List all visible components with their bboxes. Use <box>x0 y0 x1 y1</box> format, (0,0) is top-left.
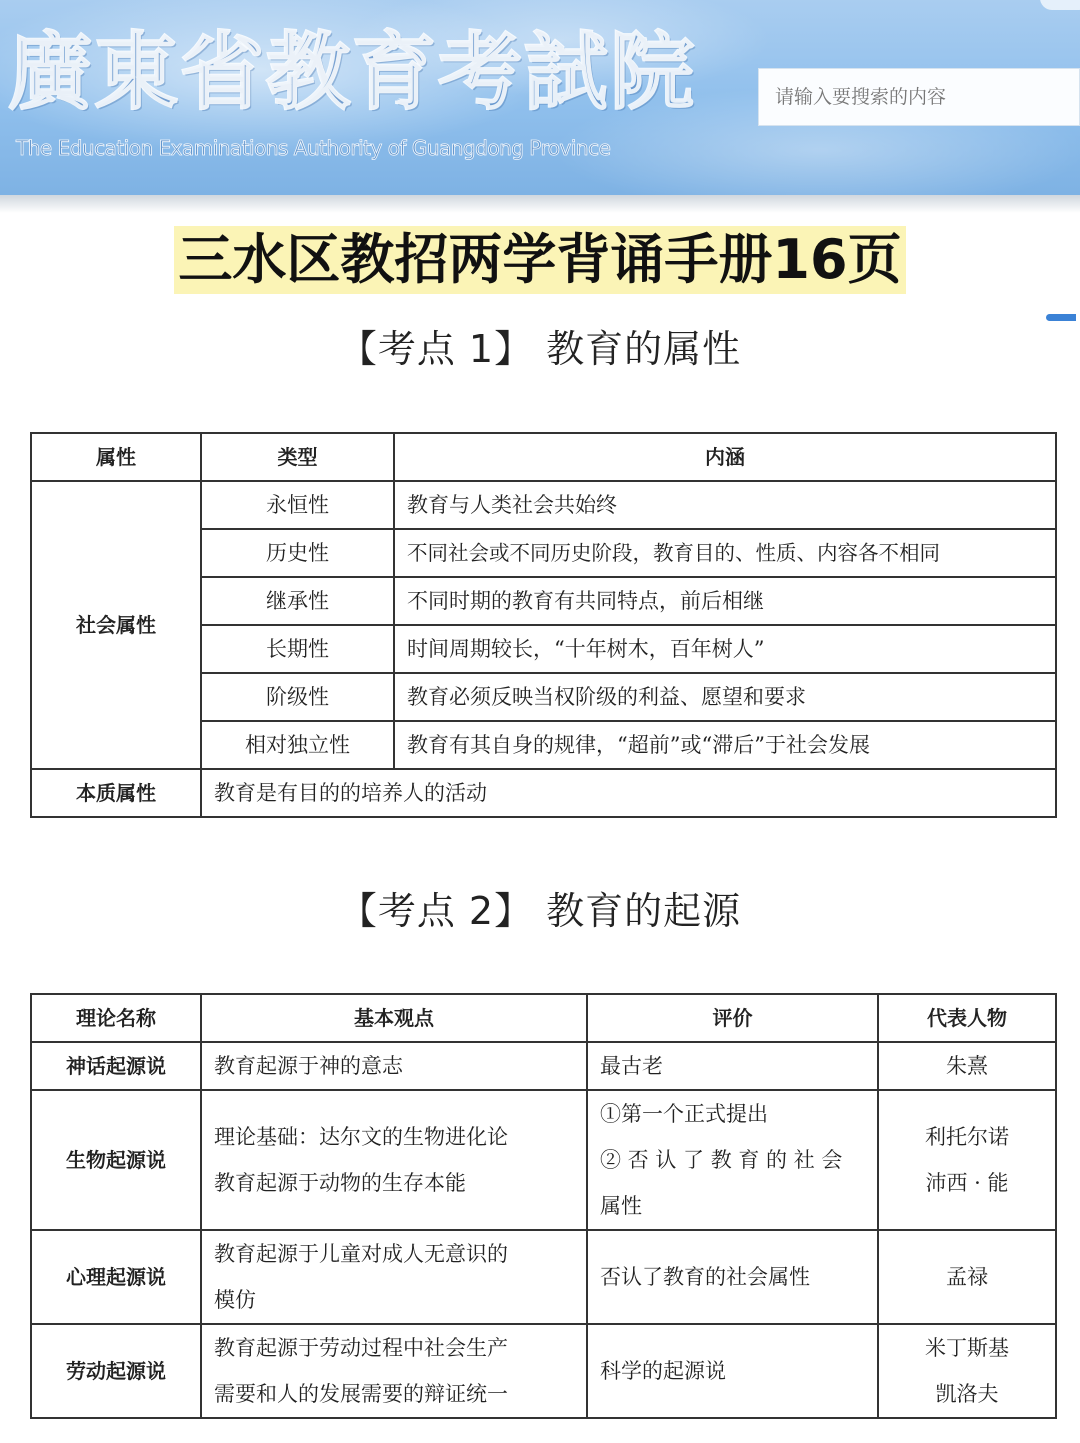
group-label-essential: 本质属性 <box>31 769 201 817</box>
content-cell: 不同时期的教育有共同特点，前后相继 <box>394 577 1056 625</box>
view-line: 教育起源于儿童对成人无意识的 <box>214 1242 508 1266</box>
site-logo-english: The Education Examinations Authority of Guangdong Province <box>16 136 611 160</box>
search-input[interactable] <box>773 85 1067 109</box>
column-header: 内涵 <box>394 433 1056 481</box>
column-header: 类型 <box>201 433 394 481</box>
banner-shine <box>1040 0 1080 10</box>
people-cell <box>878 1090 1056 1230</box>
eval-cell: 科学的起源说 <box>587 1324 878 1418</box>
theory-name: 心理起源说 <box>31 1230 201 1324</box>
content-cell: 教育有其自身的规律，“超前”或“滞后”于社会发展 <box>394 721 1056 769</box>
table-row <box>31 769 1056 817</box>
eval-line: ② 否 认 了 教 育 的 社 会 <box>600 1148 843 1172</box>
document-title: 三水区教招两学背诵手册16页 <box>174 226 905 294</box>
type-cell: 永恒性 <box>201 481 394 529</box>
view-line: 教育起源于劳动过程中社会生产 <box>214 1336 508 1360</box>
section2-heading: 【考点 2】 教育的起源 <box>338 889 742 933</box>
column-header: 属性 <box>31 433 201 481</box>
content-cell: 教育必须反映当权阶级的利益、愿望和要求 <box>394 673 1056 721</box>
eval-line: ①第一个正式提出 <box>600 1102 768 1126</box>
table-row <box>31 1042 1056 1090</box>
table-row <box>31 1230 1056 1324</box>
content-cell: 教育是有目的的培养人的活动 <box>201 769 1056 817</box>
type-cell: 长期性 <box>201 625 394 673</box>
view-line: 模仿 <box>214 1288 256 1312</box>
people-line: 凯洛夫 <box>935 1382 999 1406</box>
type-cell: 继承性 <box>201 577 394 625</box>
title-wrap <box>0 226 1080 294</box>
column-header: 基本观点 <box>201 994 587 1042</box>
view-line: 需要和人的发展需要的辩证统一 <box>214 1382 508 1406</box>
search-box[interactable] <box>758 68 1080 126</box>
section1-heading: 【考点 1】 教育的属性 <box>338 327 742 371</box>
type-cell: 阶级性 <box>201 673 394 721</box>
group-label-social: 社会属性 <box>31 481 201 769</box>
people-line: 沛西 · 能 <box>925 1171 1009 1195</box>
table-header-row <box>31 994 1056 1042</box>
people-cell: 孟禄 <box>878 1230 1056 1324</box>
view-line: 理论基础：达尔文的生物进化论 <box>214 1125 508 1149</box>
type-cell: 历史性 <box>201 529 394 577</box>
view-cell <box>201 1090 587 1230</box>
header-banner <box>0 0 1080 195</box>
theory-name: 生物起源说 <box>31 1090 201 1230</box>
view-cell: 教育起源于神的意志 <box>201 1042 587 1090</box>
column-header: 评价 <box>587 994 878 1042</box>
people-line: 米丁斯基 <box>925 1336 1009 1360</box>
banner-shadow <box>0 195 1080 213</box>
people-cell: 朱熹 <box>878 1042 1056 1090</box>
column-header: 理论名称 <box>31 994 201 1042</box>
type-cell: 相对独立性 <box>201 721 394 769</box>
eval-cell: 否认了教育的社会属性 <box>587 1230 878 1324</box>
table-row <box>31 1324 1056 1418</box>
people-cell <box>878 1324 1056 1418</box>
attributes-table <box>30 432 1057 818</box>
table-row <box>31 1090 1056 1230</box>
people-line: 利托尔诺 <box>925 1125 1009 1149</box>
eval-cell: 最古老 <box>587 1042 878 1090</box>
origins-table <box>30 993 1057 1419</box>
content-cell: 不同社会或不同历史阶段，教育目的、性质、内容各不相同 <box>394 529 1056 577</box>
table-row <box>31 481 1056 529</box>
site-logo[interactable]: 廣東省教育考試院 <box>8 22 697 121</box>
content-cell: 时间周期较长，“十年树木，百年树人” <box>394 625 1056 673</box>
theory-name: 神话起源说 <box>31 1042 201 1090</box>
table-header-row <box>31 433 1056 481</box>
theory-name: 劳动起源说 <box>31 1324 201 1418</box>
view-cell <box>201 1230 587 1324</box>
column-header: 代表人物 <box>878 994 1056 1042</box>
view-line: 教育起源于动物的生存本能 <box>214 1171 466 1195</box>
eval-line: 属性 <box>600 1194 642 1218</box>
eval-cell <box>587 1090 878 1230</box>
view-cell <box>201 1324 587 1418</box>
content-cell: 教育与人类社会共始终 <box>394 481 1056 529</box>
